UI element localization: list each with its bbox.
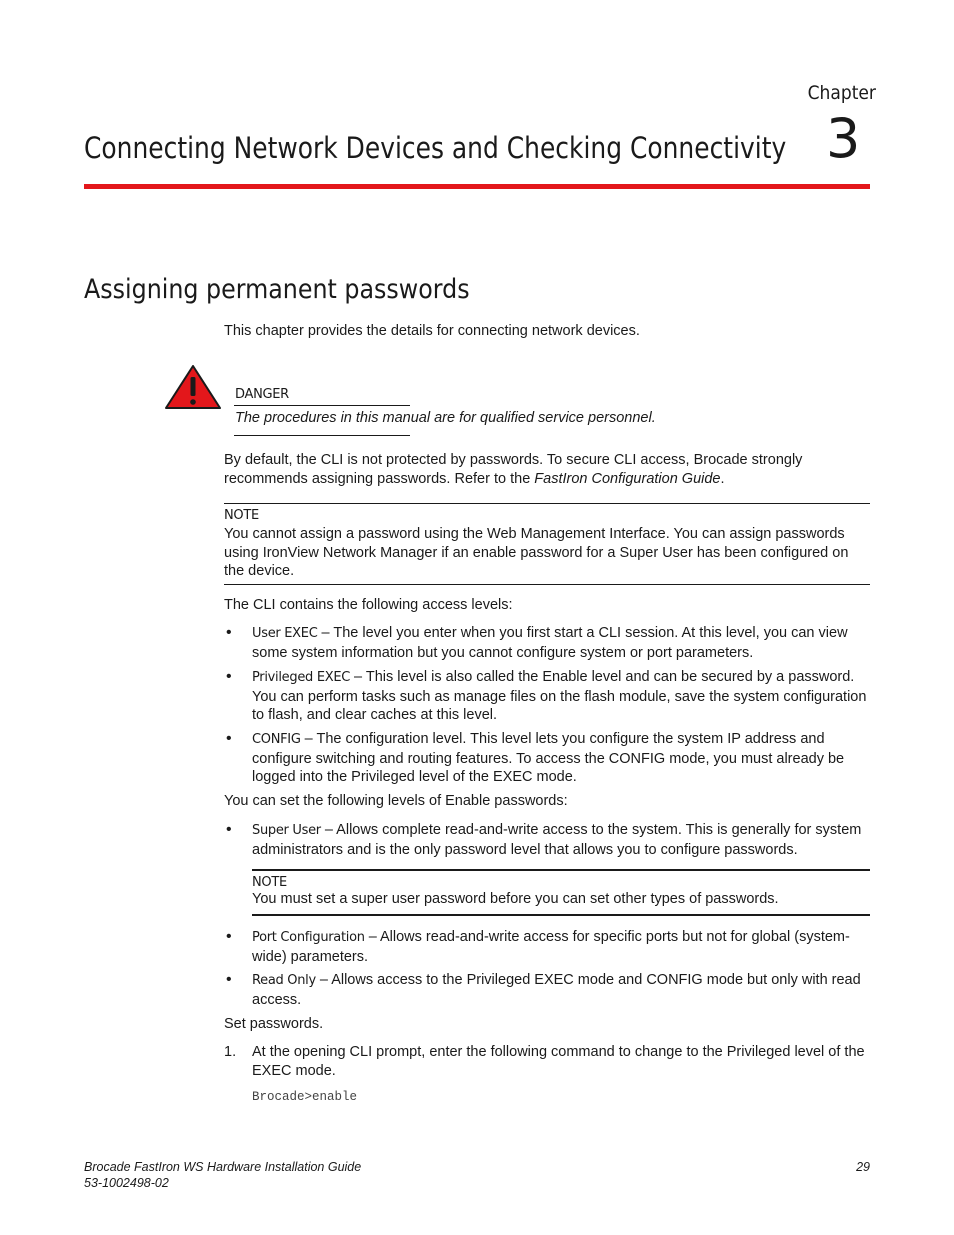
set-passwords: Set passwords.	[224, 1016, 324, 1032]
chapter-label: Chapter	[807, 82, 876, 104]
chapter-title: Connecting Network Devices and Checking Connectivity	[84, 131, 787, 165]
bullet-icon: •	[226, 668, 232, 685]
list-item: Port Configuration – Allows read-and-write access for specific ports but not for global (system-wide) parameters.	[252, 929, 850, 965]
note1-label: NOTE	[224, 508, 259, 523]
list-item: Privileged EXEC – This level is also called the Enable level and can be secured by a password. You can perform tasks such as manage files on the flash module, save the system configuration to flash, and clear caches at this level.	[252, 669, 867, 723]
danger-rule-bottom	[234, 435, 410, 436]
enable-intro: You can set the following levels of Enable passwords:	[224, 793, 568, 809]
note2-rule-top	[252, 869, 870, 871]
note2-text: You must set a super user password before you can set other types of passwords.	[252, 891, 779, 907]
note1-rule-top	[224, 503, 870, 504]
list-item: Super User – Allows complete read-and-write access to the system. This is generally for system administrators and is the only password level that allows you to configure passwords.	[252, 822, 862, 858]
code-sample: Brocade>enable	[252, 1090, 358, 1104]
list-item: Read Only – Allows access to the Privileged EXEC mode and CONFIG mode but only with read access.	[252, 972, 861, 1008]
danger-label: DANGER	[235, 387, 289, 402]
intro-paragraph: This chapter provides the details for connecting network devices.	[224, 323, 640, 339]
guide-reference: FastIron Configuration Guide	[534, 470, 721, 487]
note1-rule-bottom	[224, 584, 870, 585]
danger-rule-top	[234, 405, 410, 406]
footer-page-number: 29	[856, 1160, 870, 1174]
chapter-rule	[84, 184, 870, 189]
chapter-number: 3	[826, 107, 861, 170]
note1-text: You cannot assign a password using the Web Management Interface. You can assign passwords using IronView Network Manager if an enable password for a Super User has been configured on the device.	[224, 526, 849, 579]
footer-doc-title: Brocade FastIron WS Hardware Installation Guide	[84, 1160, 362, 1174]
list-item: User EXEC – The level you enter when you first start a CLI session. At this level, you can view some system information but you cannot configure system or port parameters.	[252, 625, 848, 661]
note2-label: NOTE	[252, 875, 287, 890]
bullet-icon: •	[226, 928, 232, 945]
bullet-icon: •	[226, 821, 232, 838]
default-paragraph: By default, the CLI is not protected by passwords. To secure CLI access, Brocade strongly recommends assigning passwords. Refer to the FastIron Configuration Guide.	[224, 452, 803, 487]
footer-doc-number: 53-1002498-02	[84, 1176, 169, 1190]
danger-text: The procedures in this manual are for qualified service personnel.	[235, 410, 656, 426]
note2-rule-bottom	[252, 914, 870, 916]
list-item: CONFIG – The configuration level. This level lets you configure the system IP address and configure switching and routing features. To access the CONFIG mode, you must already be logged into the Privileged level of the EXEC mode.	[252, 731, 845, 785]
access-intro: The CLI contains the following access levels:	[224, 597, 513, 613]
bullet-icon: •	[226, 730, 232, 747]
section-title: Assigning permanent passwords	[84, 274, 470, 305]
bullet-icon: •	[226, 971, 232, 988]
step-text: At the opening CLI prompt, enter the following command to change to the Privileged level of the EXEC mode.	[252, 1044, 865, 1079]
bullet-icon: •	[226, 624, 232, 641]
step-number: 1.	[224, 1044, 237, 1060]
danger-warning-icon	[164, 364, 222, 410]
